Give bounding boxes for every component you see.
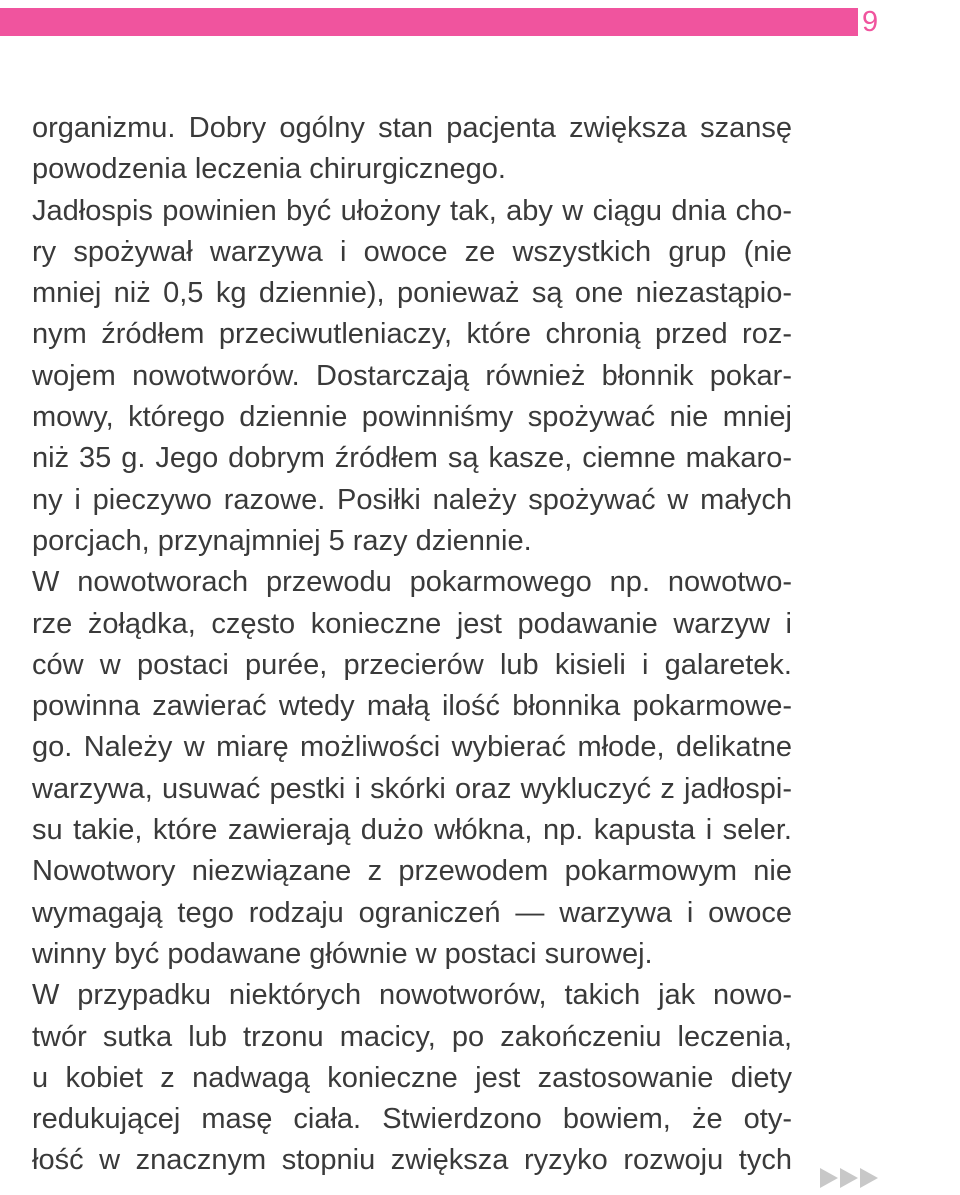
text-line: wymagają tego rodzaju ograniczeń — warzywa i owoce xyxy=(32,896,792,929)
text-line: porcjach, przynajmniej 5 razy dziennie. xyxy=(32,524,532,557)
text-line: su takie, które zawierają dużo włókna, np. kapusta i seler. xyxy=(32,814,792,847)
arrow-right-icon xyxy=(820,1168,838,1188)
triple-arrow-right-icon xyxy=(820,1168,878,1188)
text-line: go. Należy w miarę możliwości wybierać młode, delikatne xyxy=(32,731,792,764)
text-line: organizmu. Dobry ogólny stan pacjenta zwiększa szansę xyxy=(32,112,792,144)
text-line: u kobiet z nadwagą konieczne jest zastosowanie diety xyxy=(32,1061,792,1094)
page-number: 9 xyxy=(862,6,879,38)
arrow-right-icon xyxy=(840,1168,858,1188)
text-line: Nowotwory niezwiązane z przewodem pokarmowym nie xyxy=(32,855,792,888)
text-line: wojem nowotworów. Dostarczają również błonnik pokar- xyxy=(32,359,792,392)
text-line: ny i pieczywo razowe. Posiłki należy spożywać w małych xyxy=(32,483,792,516)
text-line: winny być podawane głównie w postaci surowej. xyxy=(32,937,653,970)
text-line: łość w znacznym stopniu zwiększa ryzyko rozwoju tych xyxy=(32,1144,792,1177)
text-line: mniej niż 0,5 kg dziennie), ponieważ są one niezastąpio- xyxy=(32,277,792,310)
text-line: twór sutka lub trzonu macicy, po zakończeniu leczenia, xyxy=(32,1020,792,1053)
text-line: W nowotworach przewodu pokarmowego np. nowotwo- xyxy=(32,566,792,599)
text-line: rze żołądka, często konieczne jest podawanie warzyw i xyxy=(32,607,792,640)
text-line: nym źródłem przeciwutleniaczy, które chronią przed roz- xyxy=(32,318,792,351)
text-line: ców w postaci purée, przecierów lub kisieli i galaretek. xyxy=(32,648,792,681)
body-text xyxy=(32,108,792,1182)
text-line: Jadłospis powinien być ułożony tak, aby w ciągu dnia cho- xyxy=(32,194,792,227)
text-line: mowy, którego dziennie powinniśmy spożywać nie mniej xyxy=(32,401,792,434)
arrow-right-icon xyxy=(860,1168,878,1188)
text-line: warzywa, usuwać pestki i skórki oraz wykluczyć z jadłospi- xyxy=(32,772,792,805)
text-line: W przypadku niektórych nowotworów, takich jak nowo- xyxy=(32,979,792,1012)
text-line: powinna zawierać wtedy małą ilość błonnika pokarmowe- xyxy=(32,690,792,723)
text-line: ry spożywał warzywa i owoce ze wszystkich grup (nie xyxy=(32,235,792,268)
text-line: niż 35 g. Jego dobrym źródłem są kasze, ciemne makaro- xyxy=(32,442,792,475)
text-line: powodzenia leczenia chirurgicznego. xyxy=(32,153,506,186)
header-bar xyxy=(0,8,858,36)
text-line: redukującej masę ciała. Stwierdzono bowiem, że oty- xyxy=(32,1103,792,1136)
